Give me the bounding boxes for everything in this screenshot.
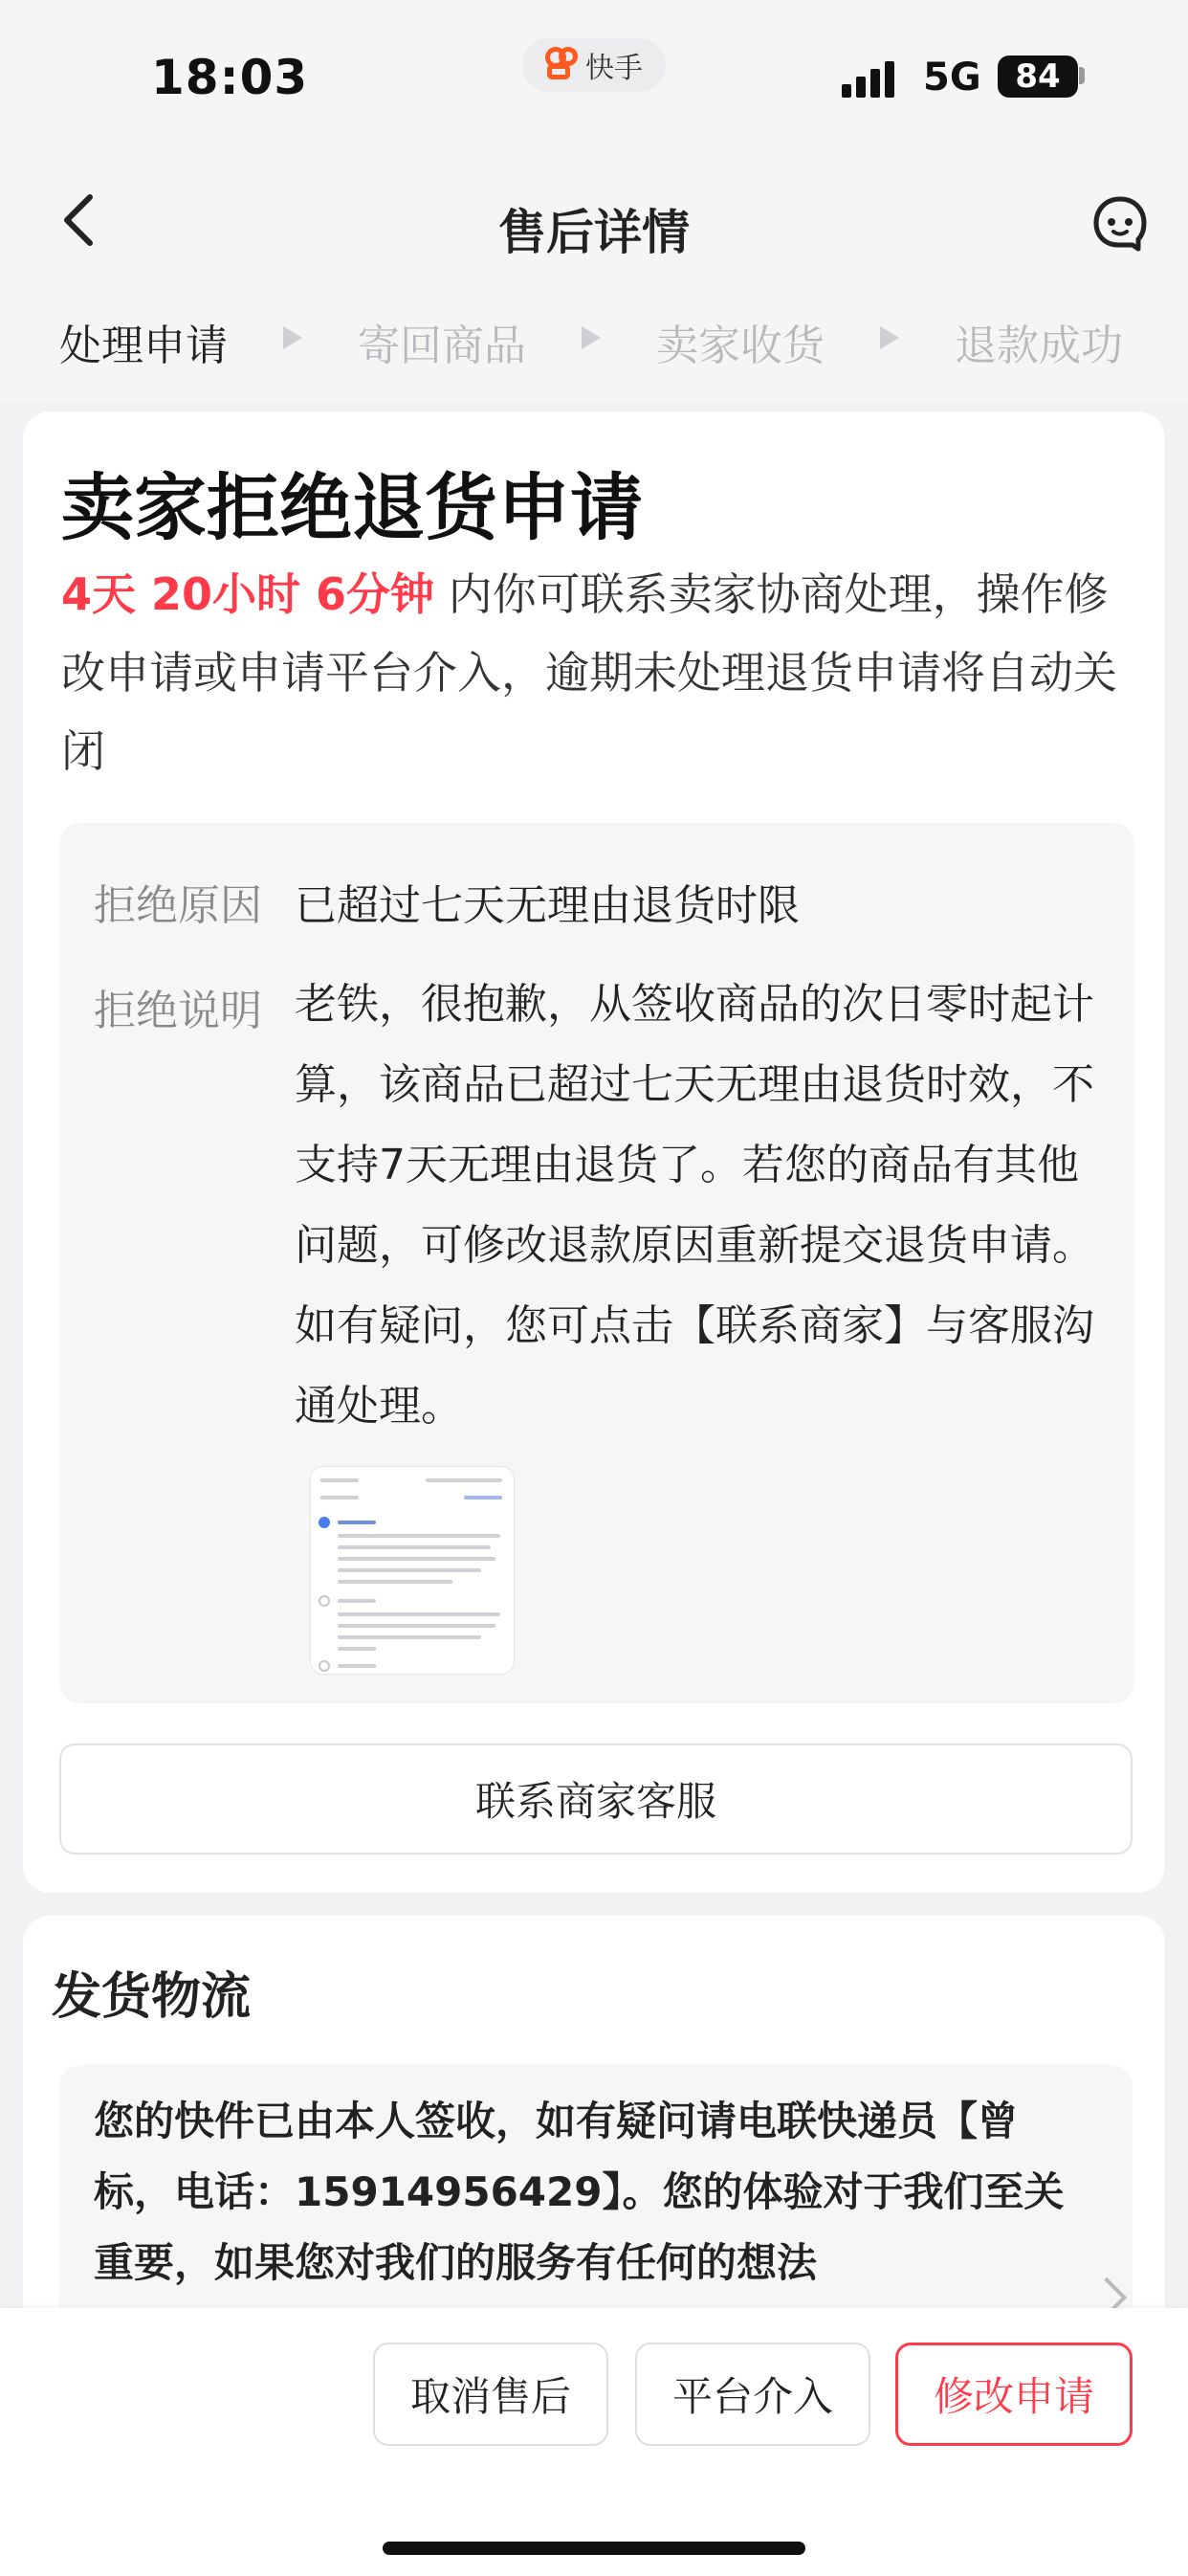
logistics-title: 发货物流 xyxy=(52,1968,252,2026)
step-arrow-icon xyxy=(582,326,601,349)
home-indicator[interactable] xyxy=(383,2542,805,2555)
deadline-text xyxy=(61,555,1133,790)
battery-tip xyxy=(1079,67,1085,84)
desc-label: 拒绝说明 xyxy=(94,987,262,1035)
customer-service-icon[interactable] xyxy=(1090,193,1150,253)
status-headline: 卖家拒绝退货申请 xyxy=(61,465,643,550)
step-process: 处理申请 xyxy=(59,322,228,370)
cancel-aftersale-button[interactable]: 取消售后 xyxy=(373,2343,608,2446)
desc-value: 老铁，很抱歉，从签收商品的次日零时起计算，该商品已超过七天无理由退货时效，不支持7天无理由退货了。若您的商品有其他问题，可修改退款原因重新提交退货申请。如有疑问，您可点击【联系商家】与客服沟通处理。 xyxy=(295,980,1094,1431)
logistics-card xyxy=(23,1916,1165,2356)
evidence-image[interactable] xyxy=(310,1466,515,1675)
step-refund: 退款成功 xyxy=(955,322,1123,370)
step-arrow-icon xyxy=(283,326,302,349)
contact-merchant-button[interactable]: 联系商家客服 xyxy=(59,1743,1133,1854)
deadline-description: 内你可联系卖家协商处理，操作修改申请或申请平台介入，逾期未处理退货申请将自动关闭 xyxy=(61,568,1117,777)
app-indicator[interactable] xyxy=(522,38,666,92)
reason-value: 已超过七天无理由退货时限 xyxy=(295,881,800,930)
progress-steps xyxy=(0,311,1188,378)
step-arrow-icon xyxy=(880,326,899,349)
logistics-text: 您的快件已由本人签收，如有疑问请电联快递员【曾标，电话：15914956429】。您的体验对于我们至关重要，如果您对我们的服务有任何的想法 xyxy=(94,2098,1065,2286)
reason-label: 拒绝原因 xyxy=(94,881,262,930)
app-name: 快手 xyxy=(585,52,643,85)
status-card xyxy=(23,411,1165,1893)
reject-reason-box xyxy=(59,823,1134,1703)
battery-icon xyxy=(998,56,1078,98)
modify-request-button[interactable]: 修改申请 xyxy=(895,2343,1133,2446)
countdown: 4天 20小时 6分钟 xyxy=(61,568,435,620)
bottom-action-bar xyxy=(0,2308,1188,2576)
platform-intervene-button[interactable]: 平台介入 xyxy=(635,2343,870,2446)
status-time: 18:03 xyxy=(151,50,309,105)
step-return: 寄回商品 xyxy=(358,322,526,370)
kuaishou-logo-icon xyxy=(545,47,578,83)
signal-icon xyxy=(842,59,909,98)
page-title: 售后详情 xyxy=(498,205,690,260)
battery-level: 84 xyxy=(1015,57,1061,96)
step-receive: 卖家收货 xyxy=(656,322,825,370)
network-type: 5G xyxy=(923,56,981,100)
